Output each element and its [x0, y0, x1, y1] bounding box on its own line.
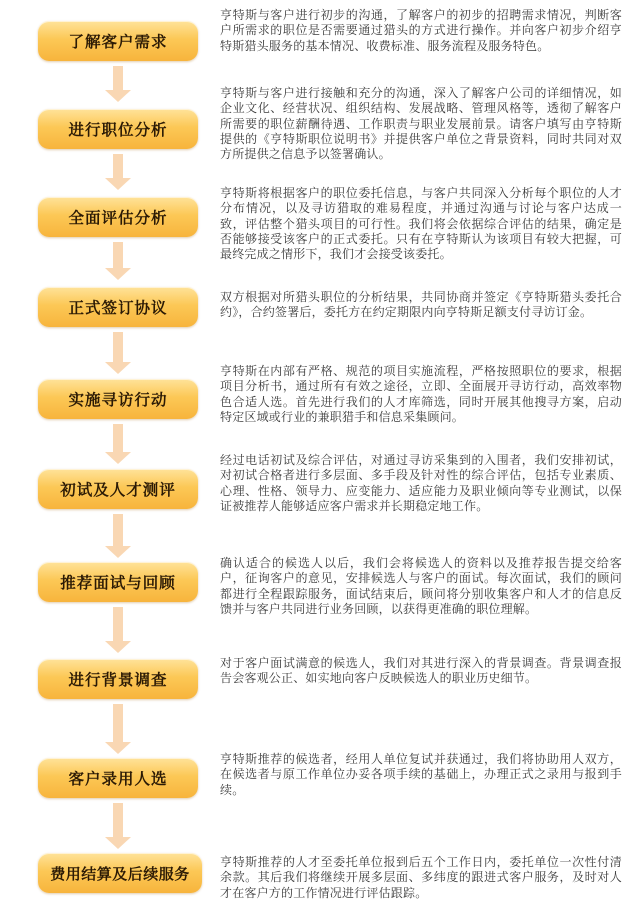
step-1-description: 亨特斯与客户进行初步的沟通，了解客户的初步的招聘需求情况，判断客户所需求的职位是否需要通过猎头的方式进行操作。并向客户初步介绍亨特斯猎头服务的基本情况、收费标准、服务流程及服务特色。: [220, 8, 622, 53]
flow-arrow-1: [105, 66, 131, 102]
step-4-description: 双方根据对所猎头职位的分析结果，共同协商并签定《亨特斯猎头委托合约》，合约签署后，委托方在约定期限内向亨特斯足额支付寻访订金。: [220, 290, 622, 320]
step-2-description: 亨特斯与客户进行接触和充分的沟通，深入了解客户公司的详细情况，如企业文化、经营状况、组织结构、发展战略、管理风格等，透彻了解客户所需要的职位薪酬待遇、工作职责与职业发展前景。请客户填写由亨特斯提供的《亨特斯职位说明书》并提供客户单位之背景资料，同时共同对双方所提供之信息予以签署确认。: [220, 86, 622, 162]
step-8-description: 对于客户面试满意的候选人，我们对其进行深入的背景调查。背景调查报告会客观公正、如实地向客户反映候选人的职业历史细节。: [220, 656, 622, 686]
step-10-description: 亨特斯推荐的人才至委托单位报到后五个工作日内，委托单位一次性付清余款。其后我们将继续开展多层面、多纬度的跟进式客户服务，及时对人才在客户方的工作情况进行评估跟踪。: [220, 855, 622, 900]
flow-arrow-2: [105, 154, 131, 190]
step-3-description: 亨特斯将根据客户的职位委托信息，与客户共同深入分析每个职位的人才分布情况，以及寻访猎取的难易程度，并通过沟通与讨论与客户达成一致，评估整个猎头项目的可行性。我们将会依据综合评估的结果，确定是否能够接受该客户的正式委托。只有在亨特斯认为该项目有较大把握，可最终完成之情形下，我们才会接受该委托。: [220, 186, 622, 262]
step-6-description: 经过电话初试及综合评估，对通过寻访采集到的入围者，我们安排初试，对初试合格者进行多层面、多手段及针对性的综合评估，包括专业素质、心理、性格、领导力、应变能力、适应能力及职业倾向等专业测试，以保证被推荐人能够适应客户需求并长期稳定地工作。: [220, 453, 622, 513]
step-9-button: 客户录用人选: [38, 758, 198, 798]
step-1-button: 了解客户需求: [38, 21, 198, 61]
step-4-button: 正式签订协议: [38, 287, 198, 327]
step-8-button: 进行背景调查: [38, 659, 198, 699]
step-5-button: 实施寻访行动: [38, 379, 198, 419]
flow-arrow-5: [105, 424, 131, 464]
flow-arrow-9: [105, 803, 131, 849]
step-9-description: 亨特斯推荐的候选者，经用人单位复试并获通过，我们将协助用人双方，在候选者与原工作单位办妥各项手续的基础上，办理正式之录用与报到手续。: [220, 752, 622, 797]
flow-arrow-8: [105, 704, 131, 754]
step-6-button: 初试及人才测评: [38, 469, 198, 509]
step-7-description: 确认适合的候选人以后，我们会将候选人的资料以及推荐报告提交给客户，征询客户的意见，安排候选人与客户的面试。每次面试，我们的顾问都进行全程跟踪服务，面试结束后，顾问将分别收集客户和人才的信息反馈并与客户共同进行业务回顾，以获得更准确的职位理解。: [220, 556, 622, 616]
flow-arrow-3: [105, 242, 131, 280]
step-10-button: 费用结算及后续服务: [38, 853, 202, 893]
step-2-button: 进行职位分析: [38, 109, 198, 149]
step-3-button: 全面评估分析: [38, 197, 198, 237]
flow-arrow-7: [105, 607, 131, 653]
step-5-description: 亨特斯在内部有严格、规范的项目实施流程，严格按照职位的要求，根据项目分析书，通过所有有效之途径，立即、全面展开寻访行动，高效率物色合适人选。首先进行我们的人才库筛选，同时开展其他搜寻方案，启动特定区域或行业的兼职猎手和信息采集顾问。: [220, 364, 622, 424]
flow-arrow-4: [105, 332, 131, 374]
flow-arrow-6: [105, 514, 131, 558]
step-7-button: 推荐面试与回顾: [38, 562, 198, 602]
